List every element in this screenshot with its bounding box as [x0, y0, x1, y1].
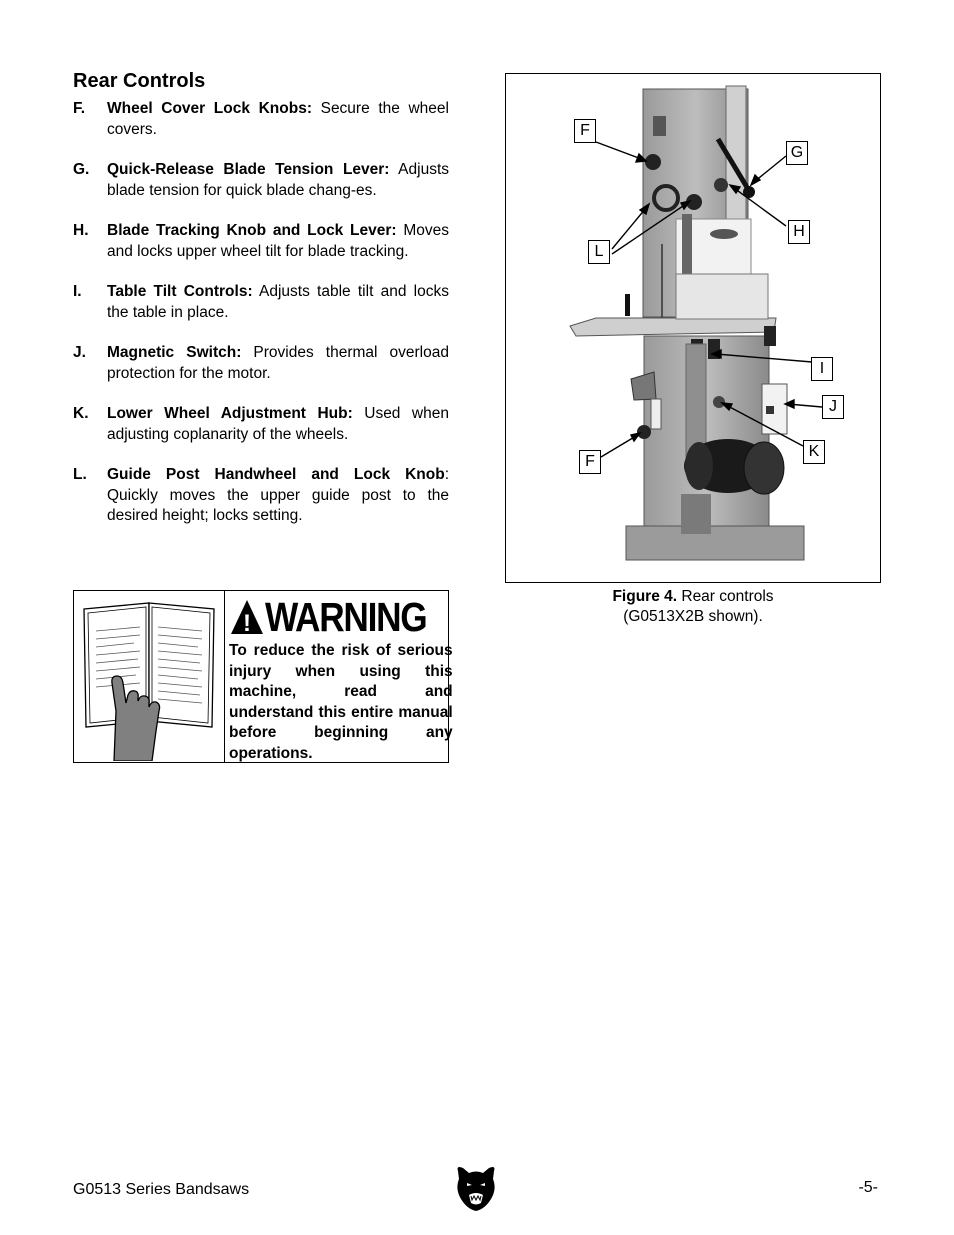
control-label: Magnetic Switch: — [107, 344, 242, 361]
control-text: Adjusts table tilt and locks the table in place. — [107, 283, 449, 321]
control-description — [107, 221, 449, 262]
control-description — [107, 465, 449, 527]
control-label: Quick-Release Blade Tension Lever: — [107, 161, 390, 178]
controls-list — [73, 99, 449, 547]
figure-caption-label: Figure 4. — [612, 588, 678, 605]
callout-h: H — [788, 220, 810, 244]
warning-text: To reduce the risk of serious injury when using this machine, read and understand this entire manual before beginning any operations. — [229, 642, 453, 762]
figure-caption — [505, 587, 881, 627]
control-text: Used when adjusting coplanarity of the wheels. — [107, 405, 449, 443]
warning-symbol: ! — [243, 610, 251, 636]
callout-f-lower: F — [579, 450, 601, 474]
control-description — [107, 343, 449, 384]
warning-box — [73, 590, 453, 763]
control-item — [73, 221, 449, 262]
callout-i: I — [811, 357, 833, 381]
control-item — [73, 160, 449, 201]
warning-word: WARNING — [265, 594, 427, 640]
section-title: Rear Controls — [73, 70, 206, 92]
control-text: : Quickly moves the upper guide post to the desired height; locks setting. — [107, 466, 449, 524]
control-description — [107, 282, 449, 323]
control-text: Secure the wheel covers. — [107, 100, 449, 138]
warning-content — [225, 591, 458, 762]
callout-j: J — [822, 395, 844, 419]
warning-triangle-icon — [229, 598, 265, 636]
control-letter: L. — [73, 466, 87, 483]
grizzly-bear-logo-icon — [455, 1165, 497, 1211]
callout-k: K — [803, 440, 825, 464]
control-label: Lower Wheel Adjustment Hub: — [107, 405, 353, 422]
control-letter: F. — [73, 100, 86, 117]
control-item — [73, 465, 449, 527]
control-description — [107, 160, 449, 201]
control-letter: I. — [73, 283, 82, 300]
control-item — [73, 99, 449, 140]
control-description — [107, 99, 449, 140]
control-item — [73, 343, 449, 384]
figure-caption-text: Rear controls — [677, 588, 774, 605]
figure-caption-line2: (G0513X2B shown). — [623, 608, 763, 625]
control-text: Moves and locks upper wheel tilt for blade tracking. — [107, 222, 450, 260]
control-letter: K. — [73, 405, 89, 422]
callout-g: G — [786, 141, 808, 165]
control-label: Table Tilt Controls: — [107, 283, 253, 300]
control-letter: H. — [73, 222, 89, 239]
footer-title: G0513 Series Bandsaws — [73, 1181, 250, 1198]
warning-header — [229, 595, 453, 639]
control-text: Adjusts blade tension for quick blade chang-es. — [107, 161, 450, 199]
control-item — [73, 282, 449, 323]
read-manual-illustration — [74, 591, 225, 762]
manual-hand-icon — [74, 591, 224, 761]
callout-f-upper: F — [574, 119, 596, 143]
control-label: Blade Tracking Knob and Lock Lever: — [107, 222, 397, 239]
control-letter: J. — [73, 344, 86, 361]
control-label: Guide Post Handwheel and Lock Knob — [107, 466, 445, 483]
callout-l: L — [588, 240, 610, 264]
bandsaw-rear-illustration — [506, 74, 879, 581]
control-letter: G. — [73, 161, 90, 178]
control-description — [107, 404, 449, 445]
control-label: Wheel Cover Lock Knobs: — [107, 100, 312, 117]
control-item — [73, 404, 449, 445]
page-number: -5- — [858, 1179, 878, 1196]
figure-frame — [505, 73, 881, 583]
control-text: Provides thermal overload protection for the motor. — [107, 344, 449, 382]
